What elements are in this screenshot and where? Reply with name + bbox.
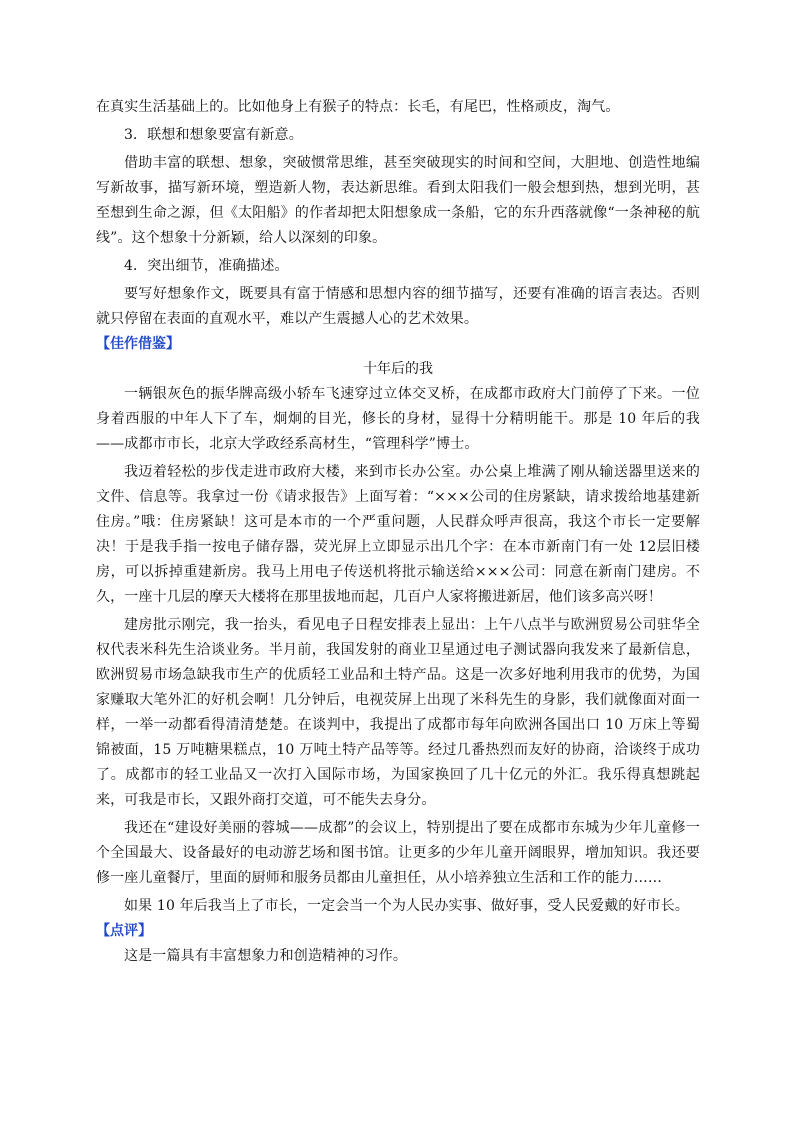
paragraph: 要写好想象作文，既要具有富于情感和思想内容的细节描写，还要有准确的语言表达。否则就只停留在表面的直观水平，难以产生震撼人心的艺术效果。	[96, 286, 700, 327]
section-heading-example: 【佳作借鉴】	[96, 336, 180, 352]
comment-paragraph: 这是一篇具有丰富想象力和创造精神的习作。	[124, 948, 407, 964]
essay-paragraph: 我迈着轻松的步伐走进市政府大楼，来到市长办公室。办公桌上堆满了刚从输送器里送来的文件、信息等。我拿过一份《请求报告》上面写着：“×××公司的住房紧缺，请求拨给地基建新住房。”哦：住房紧缺！这可是本市的一个严重问题，人民群众呼声很高，我这个市长一定要解决！于是我手指一按电子储存器，荧光屏上立即显示出几个字：在本市新南门有一处 12层旧楼房，可以拆掉重建新房。我马上用电子传送机将批示输送给×××公司：同意在新南门建房。不久，一座十几层的摩天大楼将在那里拔地而起，几百户人家将搬进新居，他们该多高兴呀！	[96, 464, 700, 605]
point-4-heading: 4．突出细节，准确描述。	[124, 258, 289, 274]
point-3-heading: 3．联想和想象要富有新意。	[124, 127, 303, 143]
document-page	[96, 92, 700, 969]
paragraph: 在真实生活基础上的。比如他身上有猴子的特点：长毛，有尾巴，性格顽皮，淘气。	[96, 99, 620, 115]
essay-paragraph: 我还在“建设好美丽的蓉城——成都”的会议上，特别提出了要在成都市东城为少年儿童修一个全国最大、设备最好的电动游艺场和图书馆。让更多的少年儿童开阔眼界，增加知识。我还要修一座儿童餐厅，里面的厨师和服务员都由儿童担任，从小培养独立生活和工作的能力……	[96, 820, 700, 886]
essay-paragraph: 一辆银灰色的振华牌高级小轿车飞速穿过立体交叉桥，在成都市政府大门前停了下来。一位身着西服的中年人下了车，炯炯的目光，修长的身材，显得十分精明能干。那是 10 年后的我——成都市市长，北京大学政经系高材生，“管理科学”博士。	[96, 386, 700, 452]
essay-paragraph: 建房批示刚完，我一抬头，看见电子日程安排表上显出：上午八点半与欧洲贸易公司驻华全权代表米科先生洽谈业务。半月前，我国发射的商业卫星通过电子测试器向我发来了最新信息，欧洲贸易市场急缺我市生产的优质轻工业品和土特产品。这是一次多好地利用我市的优势，为国家赚取大笔外汇的好机会啊！几分钟后，电视荧屏上出现了米科先生的身影，我们就像面对面一样，一举一动都看得清清楚楚。在谈判中，我提出了成都市每年向欧洲各国出口 10 万床上等蜀锦被面，15 万吨糖果糕点，10 万吨土特产品等等。经过几番热烈而友好的协商，洽谈终于成功了。成都市的轻工业品又一次打入国际市场，为国家换回了几十亿元的外汇。我乐得真想跳起来，可我是市长，又跟外商打交道，可不能失去身分。	[96, 617, 700, 808]
section-heading-comment: 【点评】	[96, 923, 152, 939]
essay-title: 十年后的我	[363, 361, 433, 377]
essay-paragraph: 如果 10 年后我当上了市长，一定会当一个为人民办实事、做好事，受人民爱戴的好市长。	[124, 898, 690, 914]
paragraph: 借助丰富的联想、想象，突破惯常思维，甚至突破现实的时间和空间，大胆地、创造性地编写新故事，描写新环境，塑造新人物，表达新思维。看到太阳我们一般会想到热，想到光明，甚至想到生命之源，但《太阳船》的作者却把太阳想象成一条船，它的东升西落就像“一条神秘的航线”。这个想象十分新颖，给人以深刻的印象。	[96, 155, 700, 246]
